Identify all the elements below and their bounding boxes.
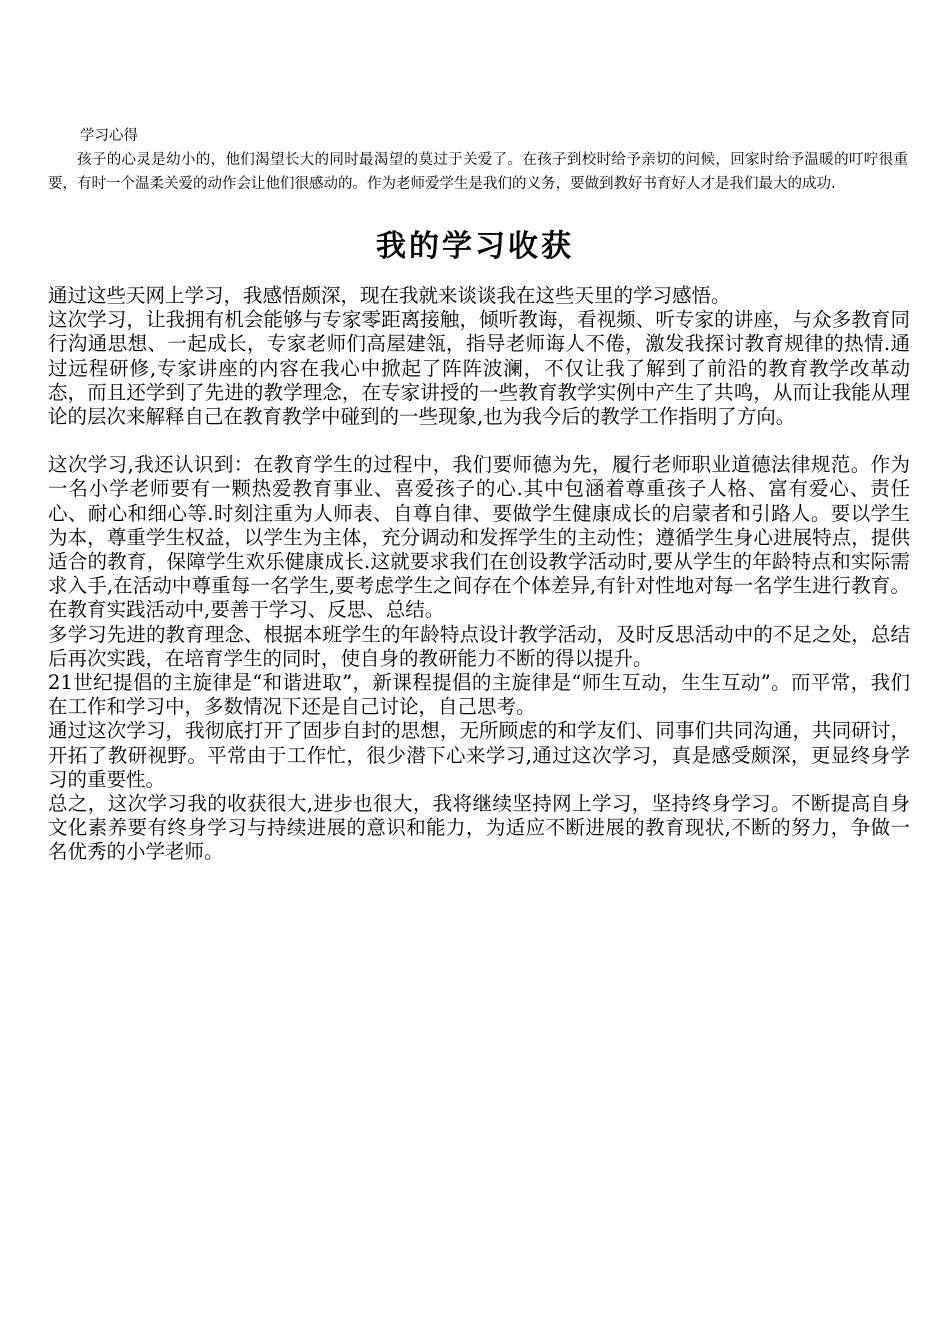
paragraph-1: 通过这些天网上学习，我感悟颇深，现在我就来谈谈我在这些天里的学习感悟。 bbox=[48, 284, 731, 307]
paragraph-gap bbox=[48, 429, 910, 453]
paragraph-7: 总之，这次学习我的收获很大,进步也很大，我将继续坚持网上学习，坚持终身学习。不断提高自身文化素养要有终身学习与持续进展的意识和能力，为适应不断进展的教育现状,不断的努力，争做一名优秀的小学老师。 bbox=[48, 792, 910, 864]
intro-paragraph: 孩子的心灵是幼小的，他们渴望长大的同时最渴望的莫过于关爱了。在孩子到校时给予亲切的问候，回家时给予温暖的叮咛很重要，有时一个温柔关爱的动作会让他们很感动的。作为老师爱学生是我们的义务，要做到教好书育好人才是我们最大的成功. bbox=[48, 152, 908, 192]
page-title: 我的学习收获 bbox=[376, 229, 574, 264]
paragraph-6: 通过这次学习，我彻底打开了固步自封的思想，无所顾虑的和学友们、同事们共同沟通，共同研讨，开拓了教研视野。平常由于工作忙，很少潜下心来学习,通过这次学习，真是感受颇深，更显终身学习的重要性。 bbox=[48, 719, 910, 791]
paragraph-4: 多学习先进的教育理念、根据本班学生的年龄特点设计教学活动，及时反思活动中的不足之处，总结后再次实践，在培育学生的同时，使自身的教研能力不断的得以提升。 bbox=[48, 622, 910, 670]
paragraph-2: 这次学习，让我拥有机会能够与专家零距离接触，倾听教诲，看视频、听专家的讲座，与众多教育同行沟通思想、一起成长，专家老师们高屋建瓴，指导老师诲人不倦，激发我探讨教育规律的热情.通过远程研修,专家讲座的内容在我心中掀起了阵阵波澜，不仅让我了解到了前沿的教育教学改革动态，而且还学到了先进的教学理念，在专家讲授的一些教育教学实例中产生了共鸣，从而让我能从理论的层次来解释自己在教育教学中碰到的一些现象,也为我今后的教学工作指明了方向。 bbox=[48, 308, 910, 429]
intro-title: 学习心得 bbox=[80, 128, 138, 144]
body-text bbox=[48, 284, 910, 865]
paragraph-3: 这次学习,我还认识到：在教育学生的过程中，我们要师德为先，履行老师职业道德法律规范。作为一名小学老师要有一颗热爱教育事业、喜爱孩子的心.其中包涵着尊重孩子人格、富有爱心、责任心、耐心和细心等.时刻注重为人师表、自尊自律、要做学生健康成长的启蒙者和引路人。要以学生为本，尊重学生权益，以学生为主体，充分调动和发挥学生的主动性；遵循学生身心进展特点，提供适合的教育，保障学生欢乐健康成长.这就要求我们在创设教学活动时,要从学生的年龄特点和实际需求入手,在活动中尊重每一名学生,要考虑学生之间存在个体差异,有针对性地对每一名学生进行教育。在教育实践活动中,要善于学习、反思、总结。 bbox=[48, 453, 910, 622]
paragraph-5: 21世纪提倡的主旋律是“和谐进取”，新课程提倡的主旋律是“师生互动，生生互动”。而平常，我们在工作和学习中，多数情况下还是自己讨论，自己思考。 bbox=[48, 671, 910, 719]
intro-section bbox=[48, 124, 908, 196]
